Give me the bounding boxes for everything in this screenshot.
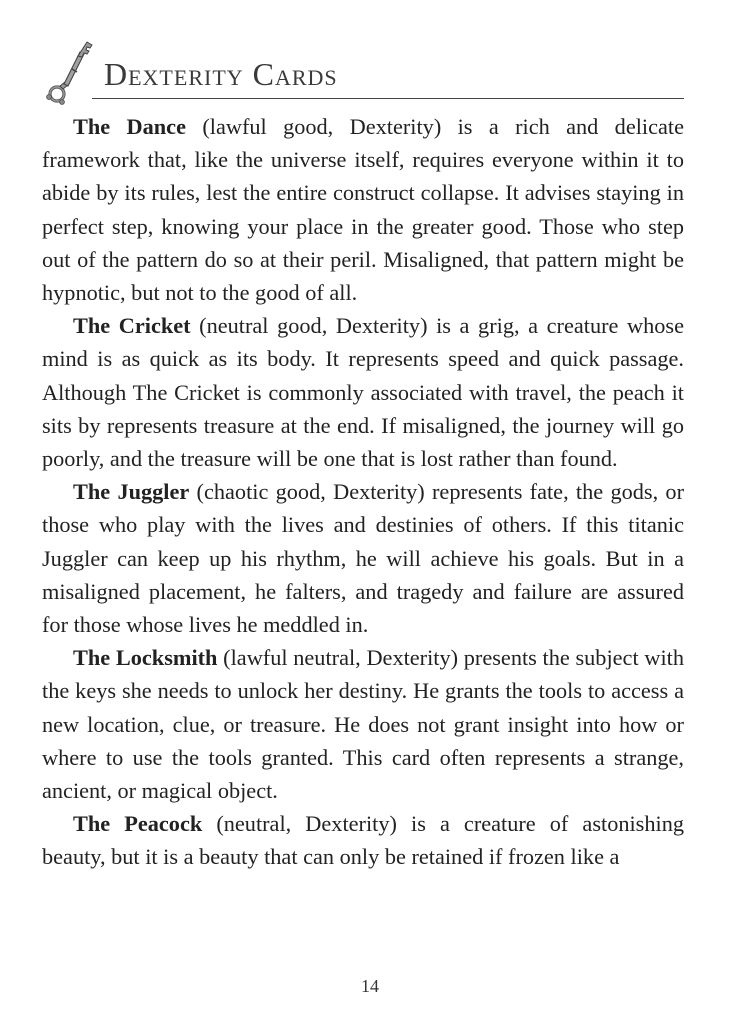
title-divider [92, 98, 684, 99]
paragraph-dance [42, 110, 684, 309]
page-header [40, 36, 684, 108]
page-number: 14 [361, 976, 379, 996]
skeleton-key-icon [40, 36, 100, 108]
card-description: (neutral good, Dexterity) is a grig, a creature whose mind is as quick as its body. It represents speed and quick passage. Although The Cricket is commonly associated with travel, the peach it sits by represents treasure at the end. If misaligned, the journey will go poorly, and the treasure will be one that is lost rather than found. [42, 313, 684, 472]
card-name: The Dance [73, 114, 186, 139]
card-description: (neutral, Dexterity) is a creature of astonishing beauty, but it is a beauty that can only be retained if frozen like a [42, 811, 684, 870]
card-name: The Juggler [73, 479, 190, 505]
paragraph-juggler [42, 475, 684, 641]
card-description: (chaotic good, Dexterity) represents fate, the gods, or those who play with the lives and destinies of others. If this titanic Juggler can keep up his rhythm, he will achieve his goals. But in a misaligned placement, he falters, and tragedy and failure are assured for those whose lives he meddled in. [42, 479, 684, 638]
card-name: The Locksmith [73, 645, 218, 671]
card-name: The Peacock [73, 811, 203, 837]
page-title: Dexterity Cards [104, 56, 338, 92]
card-name: The Cricket [73, 313, 191, 339]
card-description: (lawful neutral, Dexterity) presents the subject with the keys she needs to unlock her destiny. He grants the tools to access a new location, clue, or treasure. He does not grant insight into how or where to use the tools granted. This card often represents a strange, ancient, or magical object. [42, 645, 684, 804]
paragraph-locksmith [42, 641, 684, 807]
body-text [42, 110, 684, 874]
paragraph-cricket [42, 309, 684, 475]
paragraph-peacock [42, 807, 684, 873]
card-description: (lawful good, Dexterity) is a rich and delicate framework that, like the universe itself, requires everyone within it to abide by its rules, lest the entire construct collapse. It advises staying in perfect step, knowing your place in the greater good. Those who step out of the pattern do so at their peril. Misaligned, that pattern might be hypnotic, but not to the good of all. [42, 114, 684, 306]
